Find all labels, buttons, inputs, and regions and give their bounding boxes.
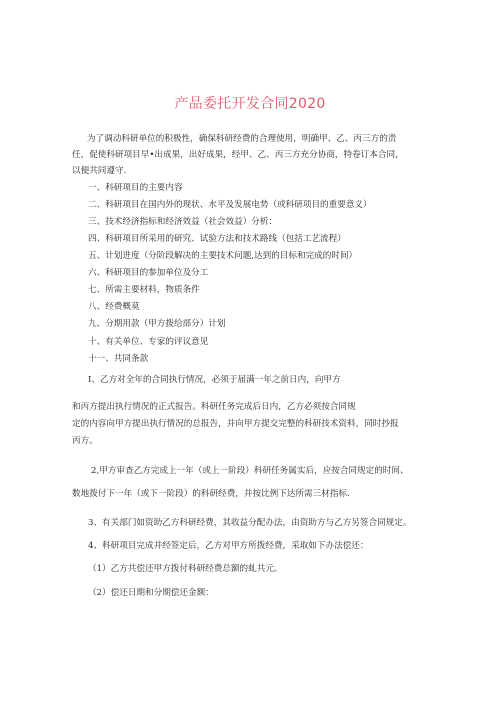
clause-2-line-2: 数地拨付下一年（或下一阶段）的科研经费，并按比例下达所需三材指标. — [72, 489, 350, 499]
clause-1-line-4: 丙方。 — [72, 436, 98, 446]
section-item: 四、科研项目所采用的研究、试验方法和技术路线（包括工艺流程） — [88, 234, 346, 244]
clause-1-line-3: 定的内容向甲方提出执行情况的总报告，并向甲方提交完整的科研技术资料，同时抄报 — [72, 419, 399, 429]
section-item: 三、技术经济指标和经济效益（社会效益）分析： — [88, 217, 278, 227]
section-item: 十一、共同条款 — [88, 354, 149, 364]
document-title: 产品委托开发合同2020 — [174, 96, 326, 112]
intro-line-2: 任，促使科研项目早•出成果，出好成果，经甲、乙、丙三方充分协商，特卷订本合同， — [72, 150, 404, 160]
section-item: 七、所需主要材料，物质条件 — [88, 285, 200, 295]
clause-4: 4、科研项目完成并经签定后，乙方对甲方所拨经费，采取如下办法偿还： — [88, 541, 369, 551]
clause-1-line-2: 和丙方提出执行情况的正式报告。科研任务完成后日内，乙方必须按合同规 — [72, 402, 356, 412]
clause-3: 3、有关部门如资助乙方科研经费，其收益分配办法，由资助方与乙方另签合同规定。 — [88, 518, 412, 528]
clause-1-line-1: I、乙方对全年的合同执行情况，必须于届满一年之前日内，向甲方 — [88, 375, 341, 385]
section-item: 十、有关单位、专家的评议意见 — [88, 337, 209, 347]
section-item: 一、科研项目的主要内容 — [88, 183, 183, 193]
intro-line-1: 为了调动科研单位的积极性，确保科研经费的合理使用，明确甲、乙、丙三方的责 — [87, 134, 397, 144]
section-item: 六、科研项目的参加单位及分工 — [88, 268, 209, 278]
section-item: 五、计划进度（分阶段解决的主要技术问题,达到的目标和完成的时间） — [88, 251, 358, 261]
section-item: 二、科研项目在国内外的现状、水平及发展电势（或科研项目的重要意义） — [88, 200, 372, 210]
section-item: 八、经费概莫 — [88, 302, 140, 312]
section-item: 九、分期用款（甲方拨给部分）计划 — [88, 319, 226, 329]
intro-line-3: 以便共同遵守. — [72, 166, 127, 176]
repayment-item-2: （2）偿还日期和分期偿还金额： — [88, 588, 214, 598]
clause-2-line-1: 2,甲方审查乙方完成上一年（或上一阶段）科研任务属实后，应按合同规定的时间、 — [91, 466, 409, 476]
repayment-item-1: （1）乙方共偿还甲方拨付科研经费总额的虬共元。 — [88, 564, 283, 574]
